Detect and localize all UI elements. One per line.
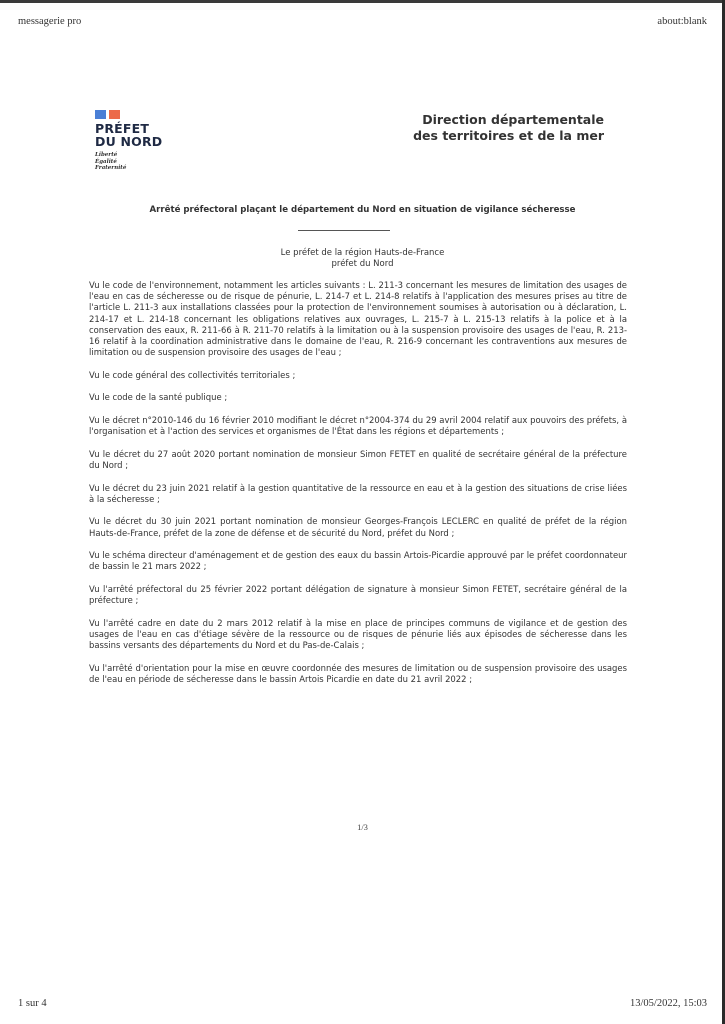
visa-paragraph: Vu le code général des collectivités territoriales ;	[89, 369, 296, 380]
page-number: 1/3	[357, 822, 368, 832]
authority-block	[0, 248, 725, 270]
authority-line1: Le préfet de la région Hauts-de-France	[280, 248, 445, 258]
title-divider	[298, 230, 390, 231]
print-header-left: messagerie pro	[18, 16, 82, 27]
visa-paragraph: Vu le code de la santé publique ;	[89, 392, 228, 403]
prefet-logo	[95, 110, 162, 172]
logo-line2: DU NORD	[95, 134, 163, 149]
visa-paragraph: Vu le décret n°2010-146 du 16 février 2010 modifiant le décret n°2004-374 du 29 avril 2004 relatif aux pouvoirs des préfets, à l'organisation et à l'action des services et organismes de l'État dans les régions et départements ;	[89, 415, 627, 437]
logo-line1: PRÉFET	[95, 121, 150, 136]
print-header-right: about:blank	[657, 16, 707, 27]
visa-paragraph: Vu l'arrêté préfectoral du 25 février 2022 portant délégation de signature à monsieur Simon FETET, secrétaire général de la préfecture ;	[89, 583, 627, 606]
visa-paragraph: Vu l'arrêté d'orientation pour la mise en œuvre coordonnée des mesures de limitation ou de suspension provisoire des usages de l'eau en période de sécheresse dans le bassin Artois Picardie en date du 21 avril 2022 ;	[89, 662, 627, 684]
print-timestamp: 13/05/2022, 15:03	[629, 998, 707, 1009]
visa-paragraph: Vu le schéma directeur d'aménagement et de gestion des eaux du bassin Artois-Picardie approuvé par le préfet coordonnateur de bassin le 21 mars 2022 ;	[89, 550, 627, 572]
print-page-count: 1 sur 4	[18, 998, 47, 1009]
motto	[95, 152, 162, 172]
document-body	[89, 280, 627, 697]
motto-fraternite: Fraternité	[95, 165, 127, 171]
motto-liberte: Liberté	[95, 152, 118, 158]
visa-paragraph: Vu le décret du 23 juin 2021 relatif à la gestion quantitative de la ressource en eau et à la gestion des situations de crise liées à la sécheresse ;	[89, 482, 627, 504]
visa-paragraph: Vu le décret du 27 août 2020 portant nomination de monsieur Simon FETET en qualité de secrétaire général de la préfecture du Nord ;	[89, 448, 627, 470]
flag-red	[109, 110, 120, 119]
visa-paragraph: Vu le code de l'environnement, notamment les articles suivants : L. 211-3 concernant les mesures de limitation des usages de l'eau en cas de sécheresse ou de risque de pénurie, L. 214-7 et L. 214-8 relatifs à l'application des mesures prises au titre de l'article L. 211-3 aux installations classées pour la protection de l'environnement soumises à autorisation ou à déclaration, L. 214-17 et L. 214-18 concernant les obligations relatives aux ouvrages, L. 215-7 à L. 215-13 relatifs à la police et à la conservation des eaux, R. 211-66 à R. 211-70 relatifs à la limitation ou à la suspension provisoire des usages de l'eau, R. 213-16 relatif à la coordination administrative dans le domaine de l'eau, R. 216-9 concernant les contraventions aux mesures de limitation ou de suspension provisoire des usages de l'eau ;	[89, 280, 627, 358]
document-title: Arrêté préfectoral plaçant le département du Nord en situation de vigilance sécheresse	[149, 205, 576, 215]
visa-paragraph: Vu l'arrêté cadre en date du 2 mars 2012 relatif à la mise en place de principes communs de vigilance et de gestion des usages de l'eau en cas d'étiage sévère de la ressource ou de risques de pénurie liés aux épisodes de sécheresse dans les bassins versants des départements du Nord et du Pas-de-Calais ;	[89, 617, 627, 651]
flag-blue	[95, 110, 106, 119]
motto-egalite: Égalité	[95, 158, 117, 165]
service-line1: Direction départementale	[422, 112, 604, 127]
scan-top-edge	[0, 0, 725, 3]
visa-paragraph: Vu le décret du 30 juin 2021 portant nomination de monsieur Georges-François LECLERC en qualité de préfet de la région Hauts-de-France, préfet de la zone de défense et de sécurité du Nord, préfet du Nord ;	[89, 516, 627, 538]
authority-line2: préfet du Nord	[331, 259, 394, 269]
marianne-flag-icon	[95, 110, 162, 119]
service-line2: des territoires et de la mer	[413, 128, 604, 143]
service-name	[413, 112, 604, 144]
